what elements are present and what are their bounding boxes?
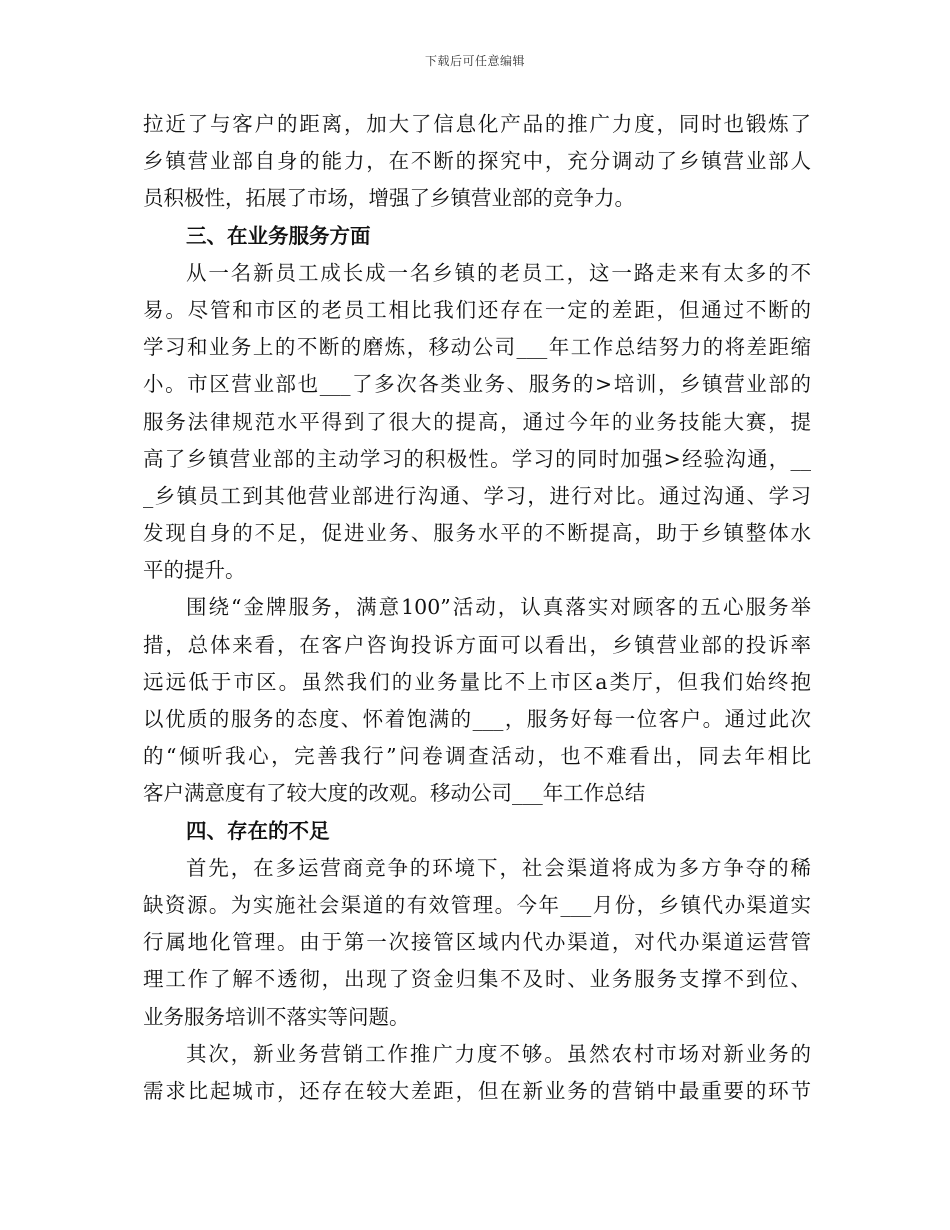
page-header: 下载后可任意编辑	[424, 54, 525, 68]
text-line: 发现自身的不足，促进业务、服务水平的不断提高，助于乡镇整体水	[143, 521, 811, 546]
text-line: 高了乡镇营业部的主动学习的积极性。学习的同时加强>经验沟通，__	[143, 446, 811, 471]
text-line: _乡镇员工到其他营业部进行沟通、学习，进行对比。通过沟通、学习	[143, 483, 811, 508]
text-line: 客户满意度有了较大度的改观。移动公司___年工作总结	[143, 781, 646, 806]
text-line: 需求比起城市，还存在较大差距，但在新业务的营销中最重要的环节	[143, 1078, 811, 1103]
text-line: 围绕“金牌服务，满意100”活动，认真落实对顾客的五心服务举	[186, 595, 811, 620]
text-line: 乡镇营业部自身的能力，在不断的探究中，充分调动了乡镇营业部人	[143, 149, 811, 174]
text-line: 其次，新业务营销工作推广力度不够。虽然农村市场对新业务的	[186, 1041, 811, 1066]
text-line: 缺资源。为实施社会渠道的有效管理。今年___月份，乡镇代办渠道实	[143, 892, 811, 917]
text-line: 小。市区营业部也___了多次各类业务、服务的>培训，乡镇营业部的	[143, 372, 811, 397]
text-line: 平的提升。	[143, 558, 246, 583]
text-line: 理工作了解不透彻，出现了资金归集不及时、业务服务支撑不到位、	[143, 967, 811, 992]
text-line: 员积极性，拓展了市场，增强了乡镇营业部的竞争力。	[143, 186, 635, 211]
text-line: 措，总体来看，在客户咨询投诉方面可以看出，乡镇营业部的投诉率	[143, 632, 811, 657]
text-line: 学习和业务上的不断的磨炼，移动公司___年工作总结努力的将差距缩	[143, 335, 811, 360]
text-line: 的“倾听我心，完善我行”问卷调查活动，也不难看出，同去年相比	[143, 744, 811, 769]
text-line: 以优质的服务的态度、怀着饱满的___，服务好每一位客户。通过此次	[143, 707, 811, 731]
text-line: 行属地化管理。由于第一次接管区域内代办渠道，对代办渠道运营管	[143, 930, 811, 955]
section-heading: 三、在业务服务方面	[186, 223, 371, 248]
text-line: 业务服务培训不落实等问题。	[143, 1004, 410, 1029]
section-heading: 四、存在的不足	[186, 818, 330, 843]
text-line: 从一名新员工成长成一名乡镇的老员工，这一路走来有太多的不	[186, 260, 811, 285]
text-line: 拉近了与客户的距离，加大了信息化产品的推广力度，同时也锻炼了	[143, 112, 811, 136]
text-line: 首先，在多运营商竞争的环境下，社会渠道将成为多方争夺的稀	[186, 855, 811, 880]
text-line: 服务法律规范水平得到了很大的提高，通过今年的业务技能大赛，提	[143, 409, 811, 434]
document-body	[143, 106, 811, 1110]
text-line: 远远低于市区。虽然我们的业务量比不上市区a类厅，但我们始终抱	[143, 669, 811, 694]
text-line: 易。尽管和市区的老员工相比我们还存在一定的差距，但通过不断的	[143, 297, 811, 322]
